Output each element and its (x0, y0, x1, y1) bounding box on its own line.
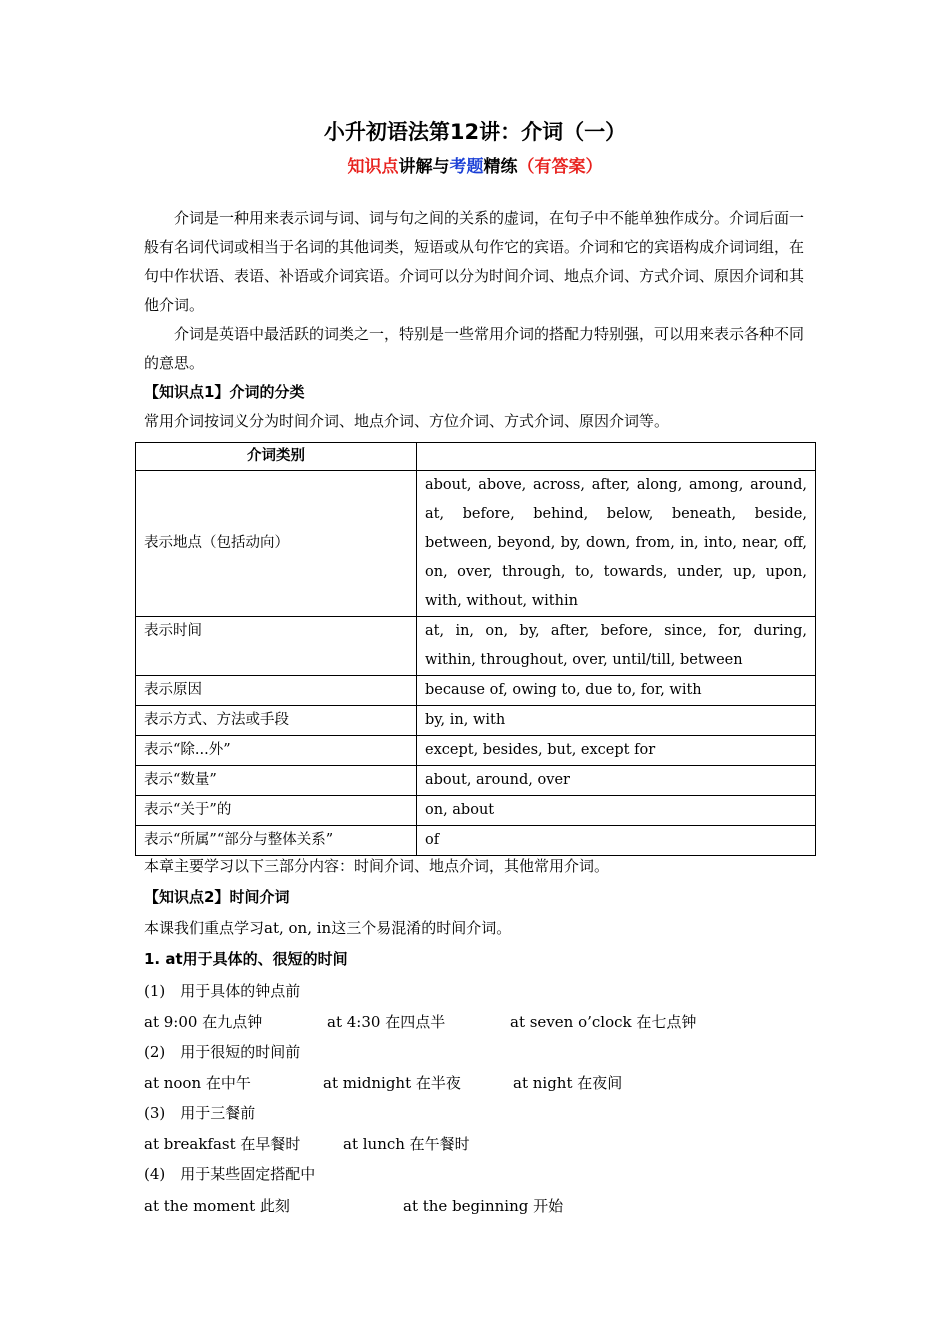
preposition-table (135, 442, 816, 856)
table-cell-words: of (417, 826, 816, 856)
table-row (136, 766, 816, 796)
intro-paragraph-2: 介词是英语中最活跃的词类之一，特别是一些常用介词的搭配力特别强，可以用来表示各种不同的意思。 (144, 325, 805, 372)
table-cell-words: about, above, across, after, along, among, around, at, before, behind, below, beneath, beside, between, beyond, by, down, from, in, into, near, off, on, over, through, to, towards, under, up, upon, with, without, within (417, 471, 816, 617)
example-item: at 9:00 在九点钟 (144, 1013, 263, 1031)
example-item: at noon 在中午 (144, 1074, 251, 1092)
table-row (136, 471, 816, 617)
example-item: at 4:30 在四点半 (327, 1013, 446, 1031)
table-cell-words: about, around, over (417, 766, 816, 796)
page-subtitle (0, 152, 950, 177)
section2 (144, 852, 804, 974)
table-cell-category: 表示方式、方法或手段 (136, 706, 417, 736)
table-row (136, 617, 816, 676)
item-label: (1) 用于具体的钟点前 (144, 982, 301, 1000)
example-item: at seven o’clock 在七点钟 (510, 1013, 697, 1031)
table-cell-category: 表示地点（包括动向） (136, 471, 417, 617)
subtitle-part-exam: 考题 (449, 157, 484, 177)
table-cell-words: because of, owing to, due to, for, with (417, 676, 816, 706)
intro-section (144, 204, 804, 436)
example-item: at breakfast 在早餐时 (144, 1135, 301, 1153)
table-cell-words: by, in, with (417, 706, 816, 736)
table-row (136, 706, 816, 736)
table-cell-words: except, besides, but, except for (417, 736, 816, 766)
intro-paragraph-1: 介词是一种用来表示词与词、词与句之间的关系的虚词，在句子中不能单独作成分。介词后面一般有名词代词或相当于名词的其他词类，短语或从句作它的宾语。介词和它的宾语构成介词词组，在句中作状语、表语、补语或介词宾语。介词可以分为时间介词、地点介词、方式介词、原因介词和其他介词。 (144, 209, 805, 314)
table-row (136, 736, 816, 766)
subtitle-part-knowledge: 知识点 (347, 157, 399, 177)
table-row (136, 676, 816, 706)
section1-heading: 【知识点1】介词的分类 (144, 383, 305, 401)
table-cell-category: 表示原因 (136, 676, 417, 706)
table-cell-words: on, about (417, 796, 816, 826)
table-header-words (417, 443, 816, 471)
item-label: (3) 用于三餐前 (144, 1104, 256, 1122)
table-row (136, 796, 816, 826)
section2-heading: 【知识点2】时间介词 (144, 888, 290, 906)
table-cell-category: 表示“所属”“部分与整体关系” (136, 826, 417, 856)
chapter-note: 本章主要学习以下三部分内容：时间介词、地点介词，其他常用介词。 (144, 857, 610, 875)
page-title: 小升初语法第12讲：介词（一） (323, 120, 627, 144)
item-label: (2) 用于很短的时间前 (144, 1043, 301, 1061)
table-cell-category: 表示“关于”的 (136, 796, 417, 826)
table-row (136, 826, 816, 856)
table-header-category: 介词类别 (136, 443, 417, 471)
table-cell-category: 表示“数量” (136, 766, 417, 796)
table-cell-words: at, in, on, by, after, before, since, for, during, within, throughout, over, until/till, between (417, 617, 816, 676)
section1-desc: 常用介词按词义分为时间介词、地点介词、方位介词、方式介词、原因介词等。 (144, 412, 670, 430)
example-item: at night 在夜间 (513, 1074, 623, 1092)
subtitle-part-explain: 讲解与 (398, 157, 450, 177)
example-item: at lunch 在午餐时 (343, 1135, 470, 1153)
table-cell-category: 表示时间 (136, 617, 417, 676)
subtitle-part-answers: （有答案） (517, 157, 603, 177)
table-header-row (136, 443, 816, 471)
section2-desc: 本课我们重点学习at, on, in这三个易混淆的时间介词。 (144, 919, 512, 937)
subtitle-part-practice: 精练 (483, 157, 518, 177)
example-item: at the beginning 开始 (403, 1197, 564, 1215)
example-item: at midnight 在半夜 (323, 1074, 461, 1092)
section2-subheading: 1. at用于具体的、很短的时间 (144, 950, 348, 968)
item-label: (4) 用于某些固定搭配中 (144, 1165, 316, 1183)
example-item: at the moment 此刻 (144, 1197, 290, 1215)
table-cell-category: 表示“除...外” (136, 736, 417, 766)
